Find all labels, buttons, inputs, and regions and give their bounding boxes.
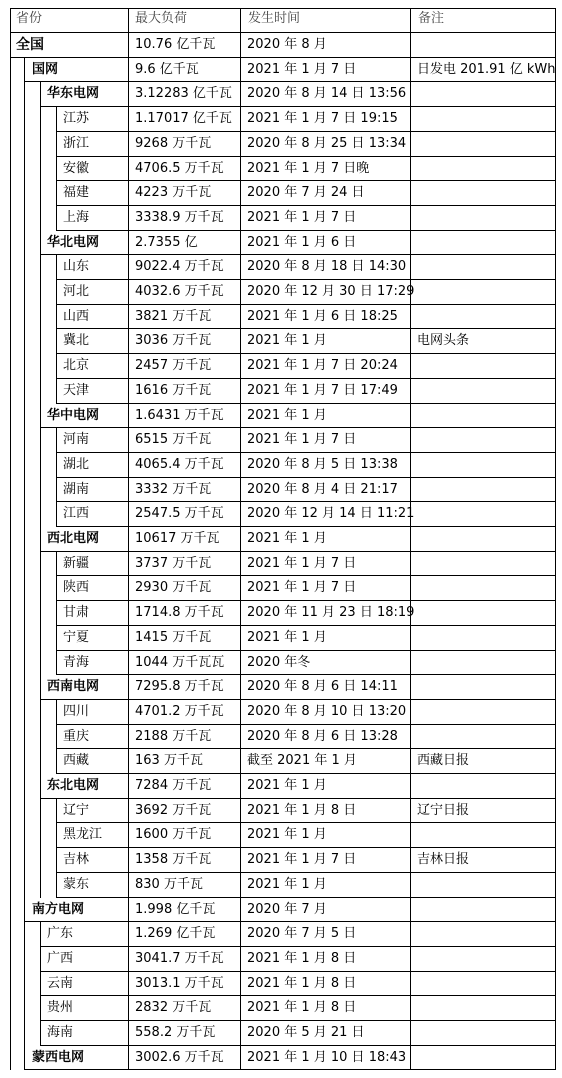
- indent-line: [24, 328, 25, 354]
- row-border: [56, 378, 555, 379]
- indent-line: [24, 452, 25, 478]
- indent-line: [24, 897, 25, 922]
- indent-line: [40, 699, 41, 725]
- indent-line: [24, 847, 25, 873]
- row-max-load: 4701.2 万千瓦: [135, 704, 224, 719]
- row-province: 河南: [63, 432, 90, 447]
- row-time: 2021 年 1 月: [247, 778, 327, 793]
- row-border: [40, 971, 555, 972]
- row-border: [24, 81, 555, 82]
- indent-line: [56, 600, 57, 626]
- indent-line: [56, 625, 57, 651]
- header-time: 发生时间: [248, 11, 301, 26]
- row-max-load: 163 万千瓦: [135, 753, 203, 768]
- indent-line: [24, 798, 25, 823]
- row-max-load: 3821 万千瓦: [135, 309, 212, 324]
- row-note: 电网头条: [417, 333, 470, 348]
- row-province: 广东: [47, 926, 74, 941]
- indent-line: [24, 353, 25, 379]
- row-province: 安徽: [63, 161, 90, 176]
- indent-line: [24, 526, 25, 552]
- indent-line: [56, 452, 57, 478]
- row-time: 2021 年 1 月 7 日 17:49: [247, 383, 398, 398]
- indent-line: [56, 427, 57, 453]
- row-border: [10, 57, 555, 58]
- row-province: 黑龙江: [63, 827, 103, 842]
- row-time: 2020 年 8 月 18 日 14:30: [247, 259, 407, 274]
- indent-line: [24, 650, 25, 675]
- indent-line: [24, 724, 25, 749]
- indent-line: [24, 1045, 25, 1070]
- row-border: [56, 600, 555, 601]
- row-max-load: 10617 万千瓦: [135, 531, 220, 546]
- indent-line: [56, 724, 57, 749]
- indent-line: [40, 575, 41, 601]
- row-border: [56, 724, 555, 725]
- row-border: [40, 995, 555, 996]
- row-time: 2021 年 1 月 8 日: [247, 976, 357, 991]
- row-max-load: 2188 万千瓦: [135, 729, 212, 744]
- row-border: [24, 1069, 555, 1070]
- row-border: [56, 650, 555, 651]
- row-province: 新疆: [63, 556, 90, 571]
- row-province: 江西: [63, 506, 90, 521]
- indent-line: [40, 328, 41, 354]
- row-max-load: 4032.6 万千瓦: [135, 284, 224, 299]
- indent-line: [56, 650, 57, 675]
- table-border-right: [555, 8, 556, 1070]
- indent-line: [24, 205, 25, 231]
- header-divider: [10, 32, 555, 33]
- row-max-load: 3002.6 万千瓦: [135, 1050, 224, 1065]
- indent-line: [24, 131, 25, 157]
- row-max-load: 1.269 亿千瓦: [135, 926, 216, 941]
- row-border: [56, 625, 555, 626]
- column-divider-load: [128, 8, 129, 1070]
- row-time: 2021 年 1 月 6 日 18:25: [247, 309, 398, 324]
- row-max-load: 1.998 亿千瓦: [135, 902, 216, 917]
- indent-line: [24, 427, 25, 453]
- indent-line: [40, 724, 41, 749]
- row-province: 陕西: [63, 580, 90, 595]
- row-time: 2021 年 1 月 7 日: [247, 852, 357, 867]
- row-province: 国网: [32, 62, 59, 77]
- indent-line: [40, 180, 41, 206]
- row-max-load: 3.12283 亿千瓦: [135, 86, 232, 101]
- indent-line: [40, 625, 41, 651]
- row-max-load: 9268 万千瓦: [135, 136, 212, 151]
- indent-line: [40, 921, 41, 947]
- indent-line: [56, 847, 57, 873]
- header-max-load: 最大负荷: [135, 11, 188, 26]
- row-province: 华东电网: [47, 86, 100, 101]
- indent-line: [40, 501, 41, 527]
- indent-line: [56, 822, 57, 848]
- indent-line: [40, 847, 41, 873]
- indent-line: [24, 1020, 25, 1046]
- indent-line: [56, 575, 57, 601]
- indent-line: [24, 699, 25, 725]
- row-max-load: 10.76 亿千瓦: [135, 37, 216, 52]
- indent-line: [40, 106, 41, 132]
- row-max-load: 1616 万千瓦: [135, 383, 212, 398]
- indent-line: [40, 477, 41, 502]
- indent-line: [24, 600, 25, 626]
- indent-line: [24, 551, 25, 576]
- row-time: 2021 年 1 月 8 日: [247, 951, 357, 966]
- indent-line: [40, 773, 41, 799]
- indent-line: [56, 378, 57, 404]
- row-time: 2021 年 1 月: [247, 408, 327, 423]
- row-border: [56, 847, 555, 848]
- indent-line: [24, 674, 25, 700]
- row-border: [56, 748, 555, 749]
- row-max-load: 1.6431 万千瓦: [135, 408, 224, 423]
- indent-line: [24, 279, 25, 305]
- indent-line: [40, 452, 41, 478]
- row-border: [56, 279, 555, 280]
- row-time: 2021 年 1 月: [247, 531, 327, 546]
- row-province: 山东: [63, 259, 90, 274]
- row-time: 2021 年 1 月 6 日: [247, 235, 357, 250]
- indent-line: [40, 674, 41, 700]
- row-time: 2021 年 1 月 7 日: [247, 556, 357, 571]
- row-province: 北京: [63, 358, 90, 373]
- row-max-load: 1600 万千瓦: [135, 827, 212, 842]
- indent-line: [56, 328, 57, 354]
- indent-line: [24, 822, 25, 848]
- row-max-load: 1714.8 万千瓦: [135, 605, 224, 620]
- row-time: 2020 年 12 月 30 日 17:29: [247, 284, 415, 299]
- row-time: 2020 年 8 月 6 日 14:11: [247, 679, 398, 694]
- row-border: [40, 427, 555, 428]
- row-max-load: 2457 万千瓦: [135, 358, 212, 373]
- row-max-load: 1044 万千瓦瓦: [135, 655, 225, 670]
- row-time: 2020 年 11 月 23 日 18:19: [247, 605, 415, 620]
- indent-line: [24, 180, 25, 206]
- row-border: [40, 1045, 555, 1046]
- row-border: [40, 106, 555, 107]
- indent-line: [40, 254, 41, 280]
- table-border-left: [10, 8, 11, 1070]
- indent-line: [56, 477, 57, 502]
- indent-line: [40, 1020, 41, 1046]
- row-border: [40, 798, 555, 799]
- row-border: [40, 551, 555, 552]
- row-note: 西藏日报: [417, 753, 470, 768]
- row-max-load: 4223 万千瓦: [135, 185, 212, 200]
- row-province: 华中电网: [47, 408, 100, 423]
- row-time: 2020 年 12 月 14 日 11:21: [247, 506, 415, 521]
- indent-line: [24, 57, 25, 82]
- row-province: 四川: [63, 704, 90, 719]
- indent-line: [40, 427, 41, 453]
- indent-line: [24, 156, 25, 181]
- row-province: 上海: [63, 210, 90, 225]
- indent-line: [24, 403, 25, 428]
- indent-line: [56, 205, 57, 231]
- row-time: 2020 年 7 月 24 日: [247, 185, 365, 200]
- row-border: [56, 230, 555, 231]
- indent-line: [24, 254, 25, 280]
- row-province: 吉林: [63, 852, 90, 867]
- indent-line: [40, 131, 41, 157]
- row-max-load: 1.17017 亿千瓦: [135, 111, 232, 126]
- row-border: [40, 699, 555, 700]
- indent-line: [24, 971, 25, 996]
- indent-line: [24, 625, 25, 651]
- row-time: 2020 年 8 月 6 日 13:28: [247, 729, 398, 744]
- row-note: 日发电 201.91 亿 kWh: [417, 62, 556, 77]
- indent-line: [40, 230, 41, 255]
- row-province: 西北电网: [47, 531, 100, 546]
- row-time: 2021 年 1 月 7 日 19:15: [247, 111, 398, 126]
- header-province: 省份: [16, 11, 43, 26]
- row-time: 2021 年 1 月 8 日: [247, 1000, 357, 1015]
- table-border-top: [10, 8, 555, 9]
- row-max-load: 3338.9 万千瓦: [135, 210, 224, 225]
- row-province: 云南: [47, 976, 74, 991]
- row-border: [56, 526, 555, 527]
- row-province: 南方电网: [32, 902, 85, 917]
- row-max-load: 9022.4 万千瓦: [135, 259, 224, 274]
- indent-line: [56, 279, 57, 305]
- row-time: 2020 年 8 月 14 日 13:56: [247, 86, 407, 101]
- row-max-load: 3041.7 万千瓦: [135, 951, 224, 966]
- row-border: [56, 304, 555, 305]
- row-province: 华北电网: [47, 235, 100, 250]
- row-border: [56, 131, 555, 132]
- row-max-load: 3332 万千瓦: [135, 482, 212, 497]
- row-border: [56, 575, 555, 576]
- row-time: 2020 年 8 月 10 日 13:20: [247, 704, 407, 719]
- row-time: 2021 年 1 月 8 日: [247, 803, 357, 818]
- indent-line: [40, 822, 41, 848]
- indent-line: [56, 131, 57, 157]
- row-border: [56, 674, 555, 675]
- row-note: 辽宁日报: [417, 803, 470, 818]
- row-max-load: 3036 万千瓦: [135, 333, 212, 348]
- indent-line: [40, 872, 41, 898]
- row-time: 2021 年 1 月 7 日: [247, 580, 357, 595]
- row-max-load: 7284 万千瓦: [135, 778, 212, 793]
- indent-line: [40, 600, 41, 626]
- row-max-load: 2930 万千瓦: [135, 580, 212, 595]
- row-border: [56, 403, 555, 404]
- row-province: 辽宁: [63, 803, 90, 818]
- row-max-load: 1358 万千瓦: [135, 852, 212, 867]
- row-border: [56, 897, 555, 898]
- row-time: 2021 年 1 月 7 日: [247, 62, 357, 77]
- row-province: 山西: [63, 309, 90, 324]
- row-province: 宁夏: [63, 630, 90, 645]
- row-time: 2020 年 7 月 5 日: [247, 926, 357, 941]
- row-time: 2020 年 8 月 25 日 13:34: [247, 136, 407, 151]
- indent-line: [24, 477, 25, 502]
- indent-line: [56, 254, 57, 280]
- row-province: 江苏: [63, 111, 90, 126]
- row-max-load: 3013.1 万千瓦: [135, 976, 224, 991]
- row-time: 2020 年 7 月: [247, 902, 327, 917]
- row-province: 天津: [63, 383, 90, 398]
- row-province: 西藏: [63, 753, 90, 768]
- row-border: [40, 254, 555, 255]
- indent-line: [56, 501, 57, 527]
- row-time: 2021 年 1 月: [247, 333, 327, 348]
- indent-line: [24, 378, 25, 404]
- indent-line: [56, 551, 57, 576]
- row-time: 2021 年 1 月: [247, 877, 327, 892]
- row-time: 2020 年 5 月 21 日: [247, 1025, 365, 1040]
- row-time: 2021 年 1 月: [247, 827, 327, 842]
- indent-line: [40, 205, 41, 231]
- row-time: 截至 2021 年 1 月: [247, 753, 357, 768]
- row-note: 吉林日报: [417, 852, 470, 867]
- indent-line: [40, 748, 41, 774]
- indent-line: [24, 995, 25, 1021]
- indent-line: [40, 526, 41, 552]
- row-time: 2020 年 8 月: [247, 37, 327, 52]
- indent-line: [24, 81, 25, 107]
- indent-line: [24, 946, 25, 972]
- indent-line: [56, 748, 57, 774]
- header-note: 备注: [418, 11, 445, 26]
- row-border: [40, 1020, 555, 1021]
- indent-line: [24, 230, 25, 255]
- row-border: [56, 328, 555, 329]
- row-max-load: 1415 万千瓦: [135, 630, 212, 645]
- indent-line: [24, 106, 25, 132]
- row-border: [40, 946, 555, 947]
- row-max-load: 3692 万千瓦: [135, 803, 212, 818]
- row-border: [56, 452, 555, 453]
- row-province: 河北: [63, 284, 90, 299]
- row-border: [56, 822, 555, 823]
- row-province: 甘肃: [63, 605, 90, 620]
- row-province: 贵州: [47, 1000, 74, 1015]
- indent-line: [24, 773, 25, 799]
- indent-line: [40, 946, 41, 972]
- row-max-load: 2547.5 万千瓦: [135, 506, 224, 521]
- indent-line: [56, 798, 57, 823]
- indent-line: [56, 353, 57, 379]
- row-max-load: 2832 万千瓦: [135, 1000, 212, 1015]
- row-time: 2021 年 1 月: [247, 630, 327, 645]
- indent-line: [56, 304, 57, 329]
- row-border: [56, 205, 555, 206]
- row-time: 2020 年 8 月 5 日 13:38: [247, 457, 398, 472]
- row-time: 2021 年 1 月 10 日 18:43: [247, 1050, 407, 1065]
- row-time: 2021 年 1 月 7 日: [247, 210, 357, 225]
- indent-line: [40, 378, 41, 404]
- indent-line: [24, 575, 25, 601]
- row-max-load: 4706.5 万千瓦: [135, 161, 224, 176]
- row-province: 全国: [16, 37, 44, 53]
- row-max-load: 2.7355 亿: [135, 235, 198, 250]
- row-province: 湖南: [63, 482, 90, 497]
- column-divider-time: [240, 8, 241, 1070]
- row-province: 西南电网: [47, 679, 100, 694]
- indent-line: [24, 748, 25, 774]
- indent-line: [56, 106, 57, 132]
- row-border: [56, 156, 555, 157]
- indent-line: [40, 798, 41, 823]
- row-max-load: 7295.8 万千瓦: [135, 679, 224, 694]
- indent-line: [24, 921, 25, 947]
- indent-line: [40, 81, 41, 107]
- indent-line: [56, 699, 57, 725]
- indent-line: [56, 156, 57, 181]
- column-divider-note: [410, 8, 411, 1070]
- row-province: 蒙东: [63, 877, 90, 892]
- indent-line: [40, 304, 41, 329]
- row-max-load: 558.2 万千瓦: [135, 1025, 216, 1040]
- row-province: 福建: [63, 185, 90, 200]
- indent-line: [56, 180, 57, 206]
- indent-line: [40, 353, 41, 379]
- row-max-load: 4065.4 万千瓦: [135, 457, 224, 472]
- row-max-load: 9.6 亿千瓦: [135, 62, 199, 77]
- row-border: [56, 872, 555, 873]
- row-time: 2021 年 1 月 7 日 20:24: [247, 358, 398, 373]
- row-border: [56, 773, 555, 774]
- indent-line: [40, 971, 41, 996]
- indent-line: [40, 279, 41, 305]
- indent-line: [56, 872, 57, 898]
- row-time: 2021 年 1 月 7 日晚: [247, 161, 370, 176]
- row-province: 东北电网: [47, 778, 100, 793]
- row-border: [56, 353, 555, 354]
- row-border: [56, 477, 555, 478]
- row-province: 湖北: [63, 457, 90, 472]
- row-province: 海南: [47, 1025, 74, 1040]
- indent-line: [40, 551, 41, 576]
- row-border: [56, 501, 555, 502]
- row-time: 2020 年冬: [247, 655, 311, 670]
- row-border: [24, 921, 555, 922]
- indent-line: [24, 304, 25, 329]
- row-province: 重庆: [63, 729, 90, 744]
- indent-line: [24, 501, 25, 527]
- row-time: 2021 年 1 月 7 日: [247, 432, 357, 447]
- indent-line: [24, 872, 25, 898]
- indent-line: [40, 650, 41, 675]
- row-max-load: 830 万千瓦: [135, 877, 203, 892]
- row-province: 冀北: [63, 333, 90, 348]
- row-province: 青海: [63, 655, 90, 670]
- row-province: 浙江: [63, 136, 90, 151]
- row-border: [56, 180, 555, 181]
- row-max-load: 3737 万千瓦: [135, 556, 212, 571]
- indent-line: [40, 403, 41, 428]
- row-province: 广西: [47, 951, 74, 966]
- row-province: 蒙西电网: [32, 1050, 85, 1065]
- row-time: 2020 年 8 月 4 日 21:17: [247, 482, 398, 497]
- indent-line: [40, 995, 41, 1021]
- row-max-load: 6515 万千瓦: [135, 432, 212, 447]
- indent-line: [40, 156, 41, 181]
